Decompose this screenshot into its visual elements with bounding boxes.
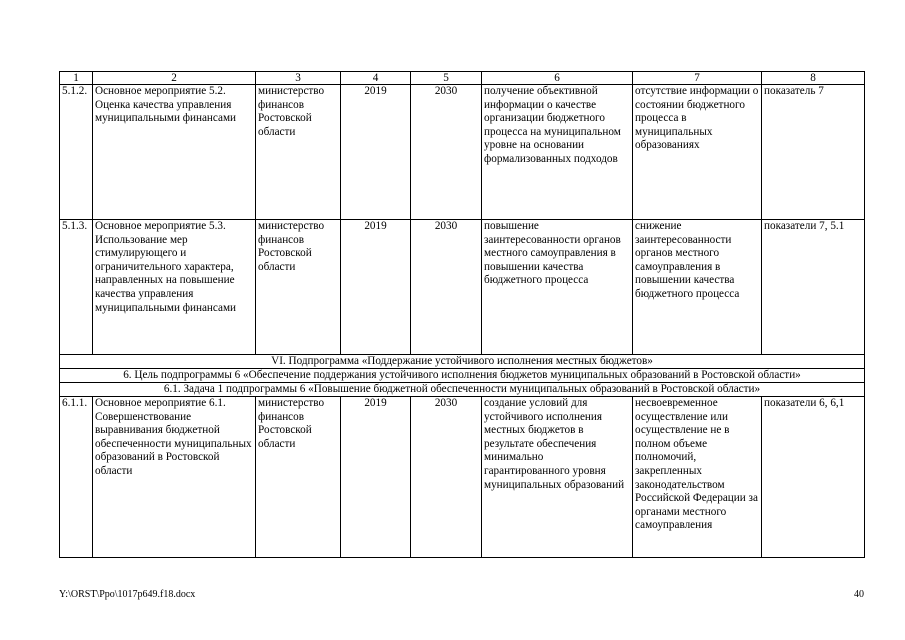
activity-name: Основное мероприятие 5.2. Оценка качества управления муниципальными финансами	[93, 85, 256, 220]
expected-result: получение объективной информации о качестве организации бюджетного процесса на муниципальном уровне на основании формализованных подходов	[482, 85, 633, 220]
program-activities-table	[59, 71, 865, 558]
column-number-6: 6	[482, 72, 633, 85]
activity-name: Основное мероприятие 5.3. Использование мер стимулирующего и ограничительного характера, направленных на повышение качества управления муниципальными финансами	[93, 220, 256, 355]
section-row-goal	[60, 369, 865, 383]
end-year: 2030	[411, 397, 482, 558]
expected-result: повышение заинтересованности органов местного самоуправления в повышении качества бюджетного процесса	[482, 220, 633, 355]
row-number: 5.1.2.	[60, 85, 93, 220]
end-year: 2030	[411, 220, 482, 355]
related-indicators: показатели 6, 6,1	[762, 397, 865, 558]
row-number: 6.1.1.	[60, 397, 93, 558]
row-number: 5.1.3.	[60, 220, 93, 355]
table-row	[60, 85, 865, 220]
goal-heading: 6. Цель подпрограммы 6 «Обеспечение поддержания устойчивого исполнения бюджетов муниципальных образований в Ростовской области»	[60, 369, 865, 383]
column-number-5: 5	[411, 72, 482, 85]
non-implementation-consequences: снижение заинтересованности органов местного самоуправления в повышении качества бюджетного процесса	[633, 220, 762, 355]
related-indicators: показатели 7, 5.1	[762, 220, 865, 355]
non-implementation-consequences: несвоевременное осуществление или осуществление не в полном объеме полномочий, закрепленных законодательством Российской Федерации за органами местного самоуправления	[633, 397, 762, 558]
column-number-8: 8	[762, 72, 865, 85]
subprogram-heading: VI. Подпрограмма «Поддержание устойчивого исполнения местных бюджетов»	[60, 355, 865, 369]
activity-name: Основное мероприятие 6.1. Совершенствование выравнивания бюджетной обеспеченности муниципальных образований в Ростовской области	[93, 397, 256, 558]
start-year: 2019	[341, 397, 411, 558]
column-number-3: 3	[256, 72, 341, 85]
expected-result: создание условий для устойчивого исполнения местных бюджетов в результате обеспечения минимально гарантированного уровня муниципальных образований	[482, 397, 633, 558]
task-heading: 6.1. Задача 1 подпрограммы 6 «Повышение бюджетной обеспеченности муниципальных образований в Ростовской области»	[60, 383, 865, 397]
end-year: 2030	[411, 85, 482, 220]
table-row	[60, 220, 865, 355]
start-year: 2019	[341, 85, 411, 220]
table-row	[60, 397, 865, 558]
column-number-4: 4	[341, 72, 411, 85]
page-number: 40	[854, 589, 864, 600]
table-header-row	[60, 72, 865, 85]
related-indicators: показатель 7	[762, 85, 865, 220]
column-number-2: 2	[93, 72, 256, 85]
executor: министерство финансов Ростовской области	[256, 220, 341, 355]
footer-file-path: Y:\ORST\Ppo\1017p649.f18.docx	[59, 589, 196, 600]
start-year: 2019	[341, 220, 411, 355]
non-implementation-consequences: отсутствие информации о состоянии бюджетного процесса в муниципальных образованиях	[633, 85, 762, 220]
executor: министерство финансов Ростовской области	[256, 397, 341, 558]
executor: министерство финансов Ростовской области	[256, 85, 341, 220]
section-row-task	[60, 383, 865, 397]
section-row-subprogram	[60, 355, 865, 369]
column-number-7: 7	[633, 72, 762, 85]
column-number-1: 1	[60, 72, 93, 85]
